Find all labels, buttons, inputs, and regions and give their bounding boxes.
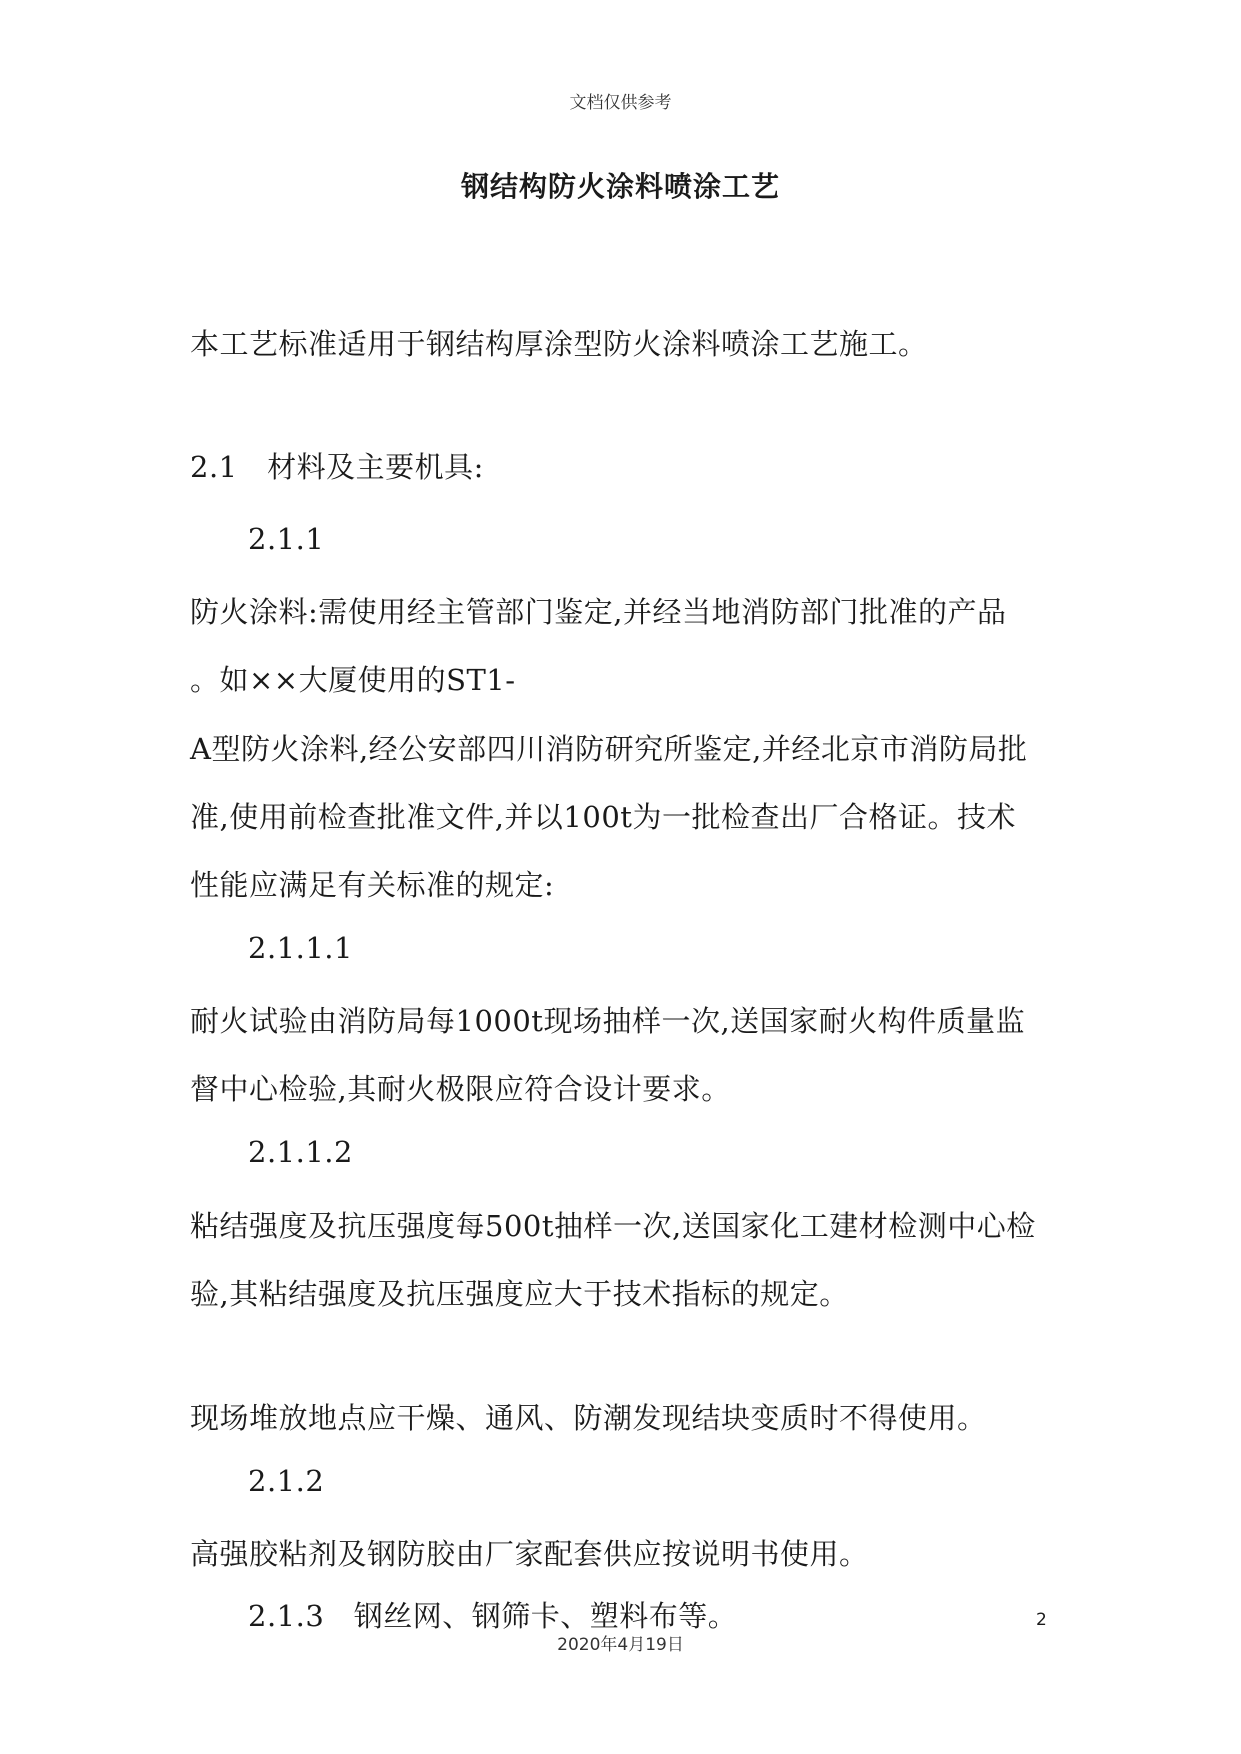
paragraph-line: 粘结强度及抗压强度每500t抽样一次,送国家化工建材检测中心检	[190, 1209, 1036, 1243]
document-title: 钢结构防火涂料喷涂工艺	[460, 170, 780, 203]
paragraph-line: 现场堆放地点应干燥、通风、防潮发现结块变质时不得使用。	[190, 1401, 987, 1435]
section-number-2-1-1: 2.1.1	[248, 522, 325, 556]
paragraph-line: 验,其粘结强度及抗压强度应大于技术指标的规定。	[190, 1277, 849, 1311]
paragraph-line: 耐火试验由消防局每1000t现场抽样一次,送国家耐火构件质量监	[190, 1004, 1026, 1038]
paragraph-line: 防火涂料:需使用经主管部门鉴定,并经当地消防部门批准的产品	[190, 595, 1007, 629]
section-number-2-1-1-2: 2.1.1.2	[248, 1135, 353, 1169]
section-2-1-3: 2.1.3 钢丝网、钢筛卡、塑料布等。	[248, 1599, 738, 1633]
section-heading-2-1: 2.1 材料及主要机具:	[190, 450, 484, 484]
page-number: 2	[1036, 1610, 1047, 1630]
section-number-2-1-1-1: 2.1.1.1	[248, 931, 353, 965]
paragraph-line: 。如××大厦使用的ST1-	[190, 663, 516, 697]
page-header: 文档仅供参考	[569, 93, 672, 113]
page-footer-date: 2020年4月19日	[557, 1635, 684, 1655]
section-number-2-1-2: 2.1.2	[248, 1464, 325, 1498]
paragraph-line: 准,使用前检查批准文件,并以100t为一批检查出厂合格证。技术	[190, 800, 1016, 834]
paragraph-line: 督中心检验,其耐火极限应符合设计要求。	[190, 1072, 731, 1106]
paragraph-scope: 本工艺标准适用于钢结构厚涂型防火涂料喷涂工艺施工。	[190, 327, 928, 361]
paragraph-line: 性能应满足有关标准的规定:	[190, 868, 555, 902]
paragraph-line: A型防火涂料,经公安部四川消防研究所鉴定,并经北京市消防局批	[190, 732, 1028, 766]
paragraph-line: 高强胶粘剂及钢防胶由厂家配套供应按说明书使用。	[190, 1537, 869, 1571]
